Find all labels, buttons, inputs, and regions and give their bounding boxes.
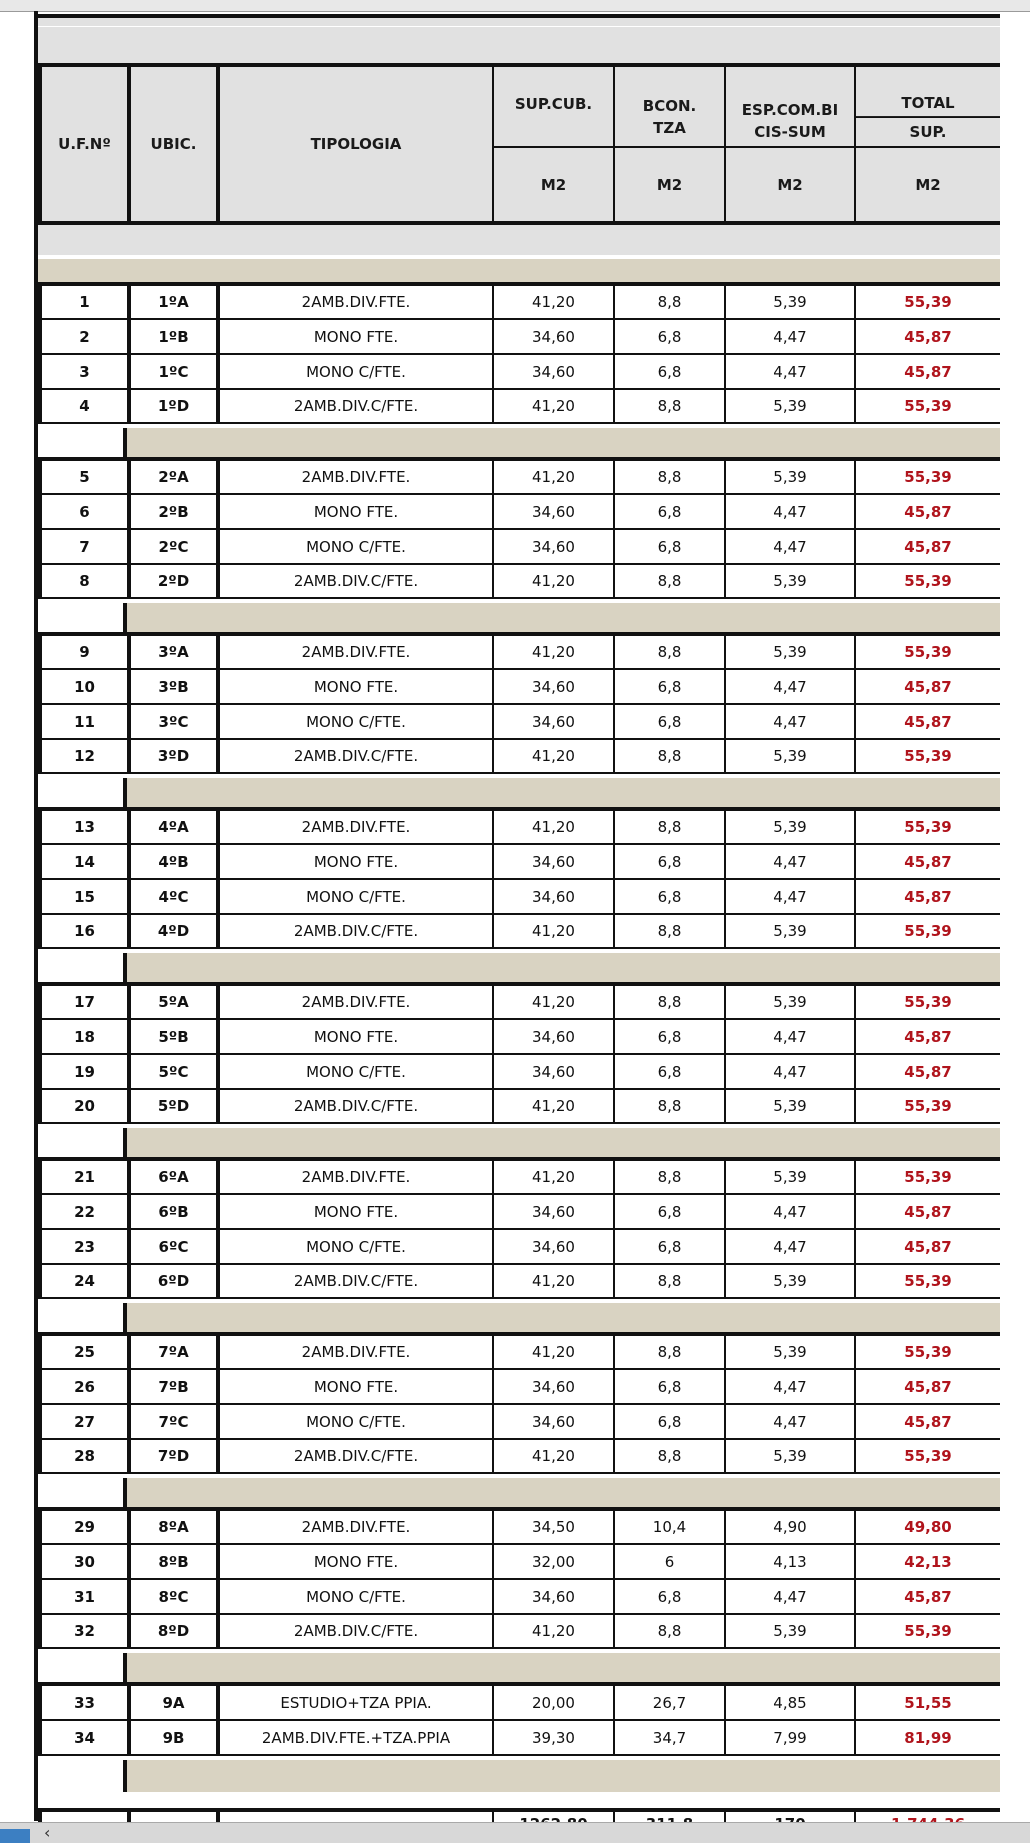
bcon-cell: 6,8 — [615, 705, 724, 738]
ubic-cell: 3ºA — [131, 636, 216, 668]
ruler-bar — [0, 0, 1030, 12]
status-bar — [0, 1822, 1030, 1843]
esp-cell: 4,85 — [726, 1686, 854, 1719]
uf-cell: 8 — [42, 565, 127, 597]
uf-cell: 4 — [42, 390, 127, 422]
tipologia-cell: MONO FTE. — [220, 1195, 492, 1228]
ubic-cell: 3ºD — [131, 740, 216, 772]
ubic-cell: 3ºB — [131, 670, 216, 703]
uf-cell: 20 — [42, 1090, 127, 1122]
esp-cell: 4,47 — [726, 1370, 854, 1403]
header-tipologia: TIPOLOGIA — [220, 67, 492, 221]
uf-cell: 29 — [42, 1511, 127, 1543]
bcon-cell: 6,8 — [615, 1195, 724, 1228]
separator-left-cell — [38, 1653, 127, 1685]
tipologia-cell: MONO FTE. — [220, 320, 492, 353]
ubic-cell: 1ºC — [131, 355, 216, 388]
ubic-cell: 7ºB — [131, 1370, 216, 1403]
uf-cell: 18 — [42, 1020, 127, 1053]
sup-cub-cell: 34,60 — [494, 845, 613, 878]
sup-cub-cell: 34,60 — [494, 355, 613, 388]
sup-cub-cell: 41,20 — [494, 565, 613, 597]
floor-block-4 — [38, 807, 1000, 949]
total-cell: 55,39 — [856, 986, 1000, 1018]
floor-block-1 — [38, 282, 1000, 424]
floor-block-7 — [38, 1332, 1000, 1474]
ubic-cell: 6ºD — [131, 1265, 216, 1297]
tipologia-cell: 2AMB.DIV.FTE. — [220, 636, 492, 668]
header-total-unit: M2 — [856, 148, 1000, 221]
total-cell: 55,39 — [856, 1615, 1000, 1647]
tipologia-cell: 2AMB.DIV.FTE. — [220, 811, 492, 843]
tipologia-cell: MONO FTE. — [220, 1545, 492, 1578]
total-cell: 55,39 — [856, 286, 1000, 318]
esp-cell: 4,47 — [726, 1580, 854, 1613]
total-cell: 55,39 — [856, 811, 1000, 843]
total-cell: 55,39 — [856, 1161, 1000, 1193]
total-cell: 45,87 — [856, 320, 1000, 353]
floor-block-3 — [38, 632, 1000, 774]
bcon-cell: 8,8 — [615, 461, 724, 493]
bcon-cell: 8,8 — [615, 1161, 724, 1193]
total-cell: 45,87 — [856, 1020, 1000, 1053]
floor-separator-band — [38, 1760, 1000, 1792]
total-cell: 55,39 — [856, 740, 1000, 772]
bcon-cell: 34,7 — [615, 1721, 724, 1754]
total-cell: 45,87 — [856, 1405, 1000, 1438]
column-header — [38, 63, 1000, 225]
ubic-cell: 4ºC — [131, 880, 216, 913]
uf-cell: 24 — [42, 1265, 127, 1297]
floor-separator-band — [38, 428, 1000, 460]
total-cell: 45,87 — [856, 495, 1000, 528]
uf-cell: 32 — [42, 1615, 127, 1647]
total-cell: 45,87 — [856, 845, 1000, 878]
floor-separator-band — [38, 1478, 1000, 1510]
total-cell: 81,99 — [856, 1721, 1000, 1754]
uf-cell: 17 — [42, 986, 127, 1018]
total-cell: 45,87 — [856, 670, 1000, 703]
total-cell: 55,39 — [856, 1090, 1000, 1122]
header-grey-band — [38, 225, 1000, 255]
esp-cell: 5,39 — [726, 1440, 854, 1472]
separator-left-cell — [38, 1303, 127, 1335]
bcon-cell: 8,8 — [615, 1265, 724, 1297]
bcon-cell: 8,8 — [615, 1440, 724, 1472]
sup-cub-cell: 41,20 — [494, 390, 613, 422]
header-esp-unit: M2 — [726, 148, 854, 221]
floor-block-2 — [38, 457, 1000, 599]
ubic-cell: 8ºB — [131, 1545, 216, 1578]
bcon-cell: 8,8 — [615, 740, 724, 772]
tipologia-cell: 2AMB.DIV.FTE. — [220, 1161, 492, 1193]
sup-cub-cell: 41,20 — [494, 1265, 613, 1297]
sup-cub-cell: 41,20 — [494, 636, 613, 668]
uf-cell: 6 — [42, 495, 127, 528]
uf-cell: 22 — [42, 1195, 127, 1228]
uf-cell: 30 — [42, 1545, 127, 1578]
uf-cell: 16 — [42, 915, 127, 947]
tipologia-cell: 2AMB.DIV.C/FTE. — [220, 565, 492, 597]
sup-cub-cell: 34,60 — [494, 1580, 613, 1613]
bcon-cell: 8,8 — [615, 1336, 724, 1368]
total-cell: 45,87 — [856, 530, 1000, 563]
uf-cell: 12 — [42, 740, 127, 772]
esp-cell: 4,47 — [726, 1195, 854, 1228]
floor-separator-band — [38, 1653, 1000, 1685]
bcon-cell: 6,8 — [615, 670, 724, 703]
total-cell: 49,80 — [856, 1511, 1000, 1543]
uf-cell: 19 — [42, 1055, 127, 1088]
bcon-cell: 8,8 — [615, 286, 724, 318]
bcon-cell: 8,8 — [615, 915, 724, 947]
separator-left-cell — [38, 778, 127, 810]
esp-cell: 5,39 — [726, 1090, 854, 1122]
bcon-cell: 6,8 — [615, 355, 724, 388]
total-cell: 55,39 — [856, 461, 1000, 493]
sup-cub-cell: 34,60 — [494, 530, 613, 563]
esp-cell: 5,39 — [726, 390, 854, 422]
uf-cell: 21 — [42, 1161, 127, 1193]
scroll-left-icon[interactable]: ‹ — [44, 1823, 51, 1842]
sup-cub-cell: 34,60 — [494, 1020, 613, 1053]
esp-cell: 4,47 — [726, 1020, 854, 1053]
ubic-cell: 7ºD — [131, 1440, 216, 1472]
bcon-cell: 8,8 — [615, 1090, 724, 1122]
bcon-cell: 8,8 — [615, 636, 724, 668]
uf-cell: 3 — [42, 355, 127, 388]
uf-cell: 10 — [42, 670, 127, 703]
total-cell: 55,39 — [856, 1336, 1000, 1368]
sup-cub-cell: 34,60 — [494, 1370, 613, 1403]
ubic-cell: 2ºC — [131, 530, 216, 563]
header-bcon-1: BCON. — [615, 67, 724, 119]
tipologia-cell: MONO C/FTE. — [220, 1230, 492, 1263]
ubic-cell: 2ºB — [131, 495, 216, 528]
esp-cell: 4,47 — [726, 530, 854, 563]
tipologia-cell: MONO FTE. — [220, 1370, 492, 1403]
tipologia-cell: 2AMB.DIV.C/FTE. — [220, 1090, 492, 1122]
tipologia-cell: 2AMB.DIV.C/FTE. — [220, 1440, 492, 1472]
esp-cell: 4,47 — [726, 880, 854, 913]
tipologia-cell: MONO FTE. — [220, 495, 492, 528]
bcon-cell: 6,8 — [615, 1230, 724, 1263]
esp-cell: 5,39 — [726, 1336, 854, 1368]
tipologia-cell: MONO C/FTE. — [220, 705, 492, 738]
total-cell: 51,55 — [856, 1686, 1000, 1719]
esp-cell: 5,39 — [726, 986, 854, 1018]
uf-cell: 11 — [42, 705, 127, 738]
sup-cub-cell: 41,20 — [494, 1336, 613, 1368]
floor-block-5 — [38, 982, 1000, 1124]
ubic-cell: 2ºA — [131, 461, 216, 493]
sup-cub-cell: 34,60 — [494, 495, 613, 528]
total-cell: 45,87 — [856, 1230, 1000, 1263]
status-indicator — [0, 1829, 30, 1843]
uf-cell: 34 — [42, 1721, 127, 1754]
sup-cub-cell: 41,20 — [494, 1161, 613, 1193]
esp-cell: 5,39 — [726, 461, 854, 493]
header-bcon-unit: M2 — [615, 148, 724, 221]
floor-separator-band — [38, 1303, 1000, 1335]
header-uf: U.F.Nº — [42, 67, 127, 221]
tipologia-cell: 2AMB.DIV.C/FTE. — [220, 915, 492, 947]
floor-separator-band — [38, 778, 1000, 810]
separator-left-cell — [38, 953, 127, 985]
separator-left-cell — [38, 1478, 127, 1510]
esp-cell: 4,90 — [726, 1511, 854, 1543]
total-cell: 55,39 — [856, 915, 1000, 947]
header-total-2: SUP. — [856, 118, 1000, 146]
sup-cub-cell: 34,60 — [494, 1230, 613, 1263]
tipologia-cell: 2AMB.DIV.C/FTE. — [220, 1265, 492, 1297]
uf-cell: 13 — [42, 811, 127, 843]
bcon-cell: 6,8 — [615, 495, 724, 528]
tipologia-cell: MONO C/FTE. — [220, 1405, 492, 1438]
esp-cell: 5,39 — [726, 286, 854, 318]
tipologia-cell: 2AMB.DIV.FTE. — [220, 286, 492, 318]
ubic-cell: 8ºC — [131, 1580, 216, 1613]
esp-cell: 4,47 — [726, 320, 854, 353]
total-cell: 45,87 — [856, 1580, 1000, 1613]
sup-cub-cell: 20,00 — [494, 1686, 613, 1719]
tipologia-cell: MONO C/FTE. — [220, 1580, 492, 1613]
esp-cell: 5,39 — [726, 565, 854, 597]
tipologia-cell: 2AMB.DIV.FTE. — [220, 461, 492, 493]
ubic-cell: 5ºC — [131, 1055, 216, 1088]
total-cell: 55,39 — [856, 1440, 1000, 1472]
header-ubic: UBIC. — [131, 67, 216, 221]
sup-cub-cell: 34,60 — [494, 1055, 613, 1088]
esp-cell: 4,13 — [726, 1545, 854, 1578]
sup-cub-cell: 41,20 — [494, 740, 613, 772]
sup-cub-cell: 34,60 — [494, 1405, 613, 1438]
uf-cell: 33 — [42, 1686, 127, 1719]
sup-cub-cell: 41,20 — [494, 1090, 613, 1122]
sup-cub-cell: 41,20 — [494, 1615, 613, 1647]
tipologia-cell: MONO C/FTE. — [220, 530, 492, 563]
header-bcon-2: TZA — [615, 119, 724, 146]
tipologia-cell: ESTUDIO+TZA PPIA. — [220, 1686, 492, 1719]
esp-cell: 4,47 — [726, 495, 854, 528]
tipologia-cell: MONO FTE. — [220, 670, 492, 703]
total-cell: 55,39 — [856, 636, 1000, 668]
ubic-cell: 4ºA — [131, 811, 216, 843]
ubic-cell: 7ºA — [131, 1336, 216, 1368]
floor-block-9 — [38, 1682, 1000, 1756]
esp-cell: 4,47 — [726, 670, 854, 703]
esp-cell: 5,39 — [726, 1265, 854, 1297]
ubic-cell: 6ºC — [131, 1230, 216, 1263]
esp-cell: 5,39 — [726, 636, 854, 668]
total-cell: 55,39 — [856, 1265, 1000, 1297]
tipologia-cell: 2AMB.DIV.C/FTE. — [220, 740, 492, 772]
top-grey-band — [38, 14, 1000, 67]
bcon-cell: 26,7 — [615, 1686, 724, 1719]
uf-cell: 23 — [42, 1230, 127, 1263]
total-cell: 45,87 — [856, 1055, 1000, 1088]
sup-cub-cell: 34,60 — [494, 880, 613, 913]
uf-cell: 28 — [42, 1440, 127, 1472]
uf-cell: 15 — [42, 880, 127, 913]
header-esp-2: CIS-SUM — [726, 123, 854, 146]
ubic-cell: 8ºA — [131, 1511, 216, 1543]
tipologia-cell: MONO FTE. — [220, 845, 492, 878]
bcon-cell: 8,8 — [615, 1615, 724, 1647]
esp-cell: 4,47 — [726, 845, 854, 878]
bcon-cell: 8,8 — [615, 986, 724, 1018]
tipologia-cell: 2AMB.DIV.FTE. — [220, 1511, 492, 1543]
tipologia-cell: MONO C/FTE. — [220, 1055, 492, 1088]
ubic-cell: 5ºD — [131, 1090, 216, 1122]
ubic-cell: 7ºC — [131, 1405, 216, 1438]
esp-cell: 5,39 — [726, 1161, 854, 1193]
uf-cell: 26 — [42, 1370, 127, 1403]
ubic-cell: 4ºB — [131, 845, 216, 878]
uf-cell: 25 — [42, 1336, 127, 1368]
floor-block-8 — [38, 1507, 1000, 1649]
uf-cell: 14 — [42, 845, 127, 878]
uf-cell: 5 — [42, 461, 127, 493]
sup-cub-cell: 41,20 — [494, 1440, 613, 1472]
bcon-cell: 6,8 — [615, 530, 724, 563]
ubic-cell: 1ºB — [131, 320, 216, 353]
esp-cell: 5,39 — [726, 1615, 854, 1647]
total-cell: 45,87 — [856, 705, 1000, 738]
esp-cell: 4,47 — [726, 355, 854, 388]
bcon-cell: 6,8 — [615, 320, 724, 353]
header-sup-cub: SUP.CUB. — [494, 67, 613, 146]
separator-left-cell — [38, 428, 127, 460]
ubic-cell: 9B — [131, 1721, 216, 1754]
ubic-cell: 2ºD — [131, 565, 216, 597]
total-cell: 55,39 — [856, 565, 1000, 597]
bcon-cell: 6,8 — [615, 1580, 724, 1613]
floor-separator-band — [38, 953, 1000, 985]
uf-cell: 1 — [42, 286, 127, 318]
total-cell: 45,87 — [856, 1195, 1000, 1228]
bcon-cell: 6 — [615, 1545, 724, 1578]
header-sup-cub-unit: M2 — [494, 148, 613, 221]
top-white-gap — [38, 26, 1000, 27]
esp-cell: 4,47 — [726, 1405, 854, 1438]
tipologia-cell: 2AMB.DIV.FTE. — [220, 1336, 492, 1368]
bcon-cell: 6,8 — [615, 1055, 724, 1088]
uf-cell: 31 — [42, 1580, 127, 1613]
esp-cell: 5,39 — [726, 811, 854, 843]
tipologia-cell: MONO C/FTE. — [220, 355, 492, 388]
sup-cub-cell: 34,60 — [494, 1195, 613, 1228]
total-cell: 42,13 — [856, 1545, 1000, 1578]
bcon-cell: 10,4 — [615, 1511, 724, 1543]
tipologia-cell: 2AMB.DIV.C/FTE. — [220, 390, 492, 422]
sup-cub-cell: 34,60 — [494, 320, 613, 353]
tipologia-cell: 2AMB.DIV.FTE. — [220, 986, 492, 1018]
separator-left-cell — [38, 1128, 127, 1160]
bcon-cell: 6,8 — [615, 1405, 724, 1438]
bcon-cell: 8,8 — [615, 565, 724, 597]
sup-cub-cell: 41,20 — [494, 461, 613, 493]
separator-left-cell — [38, 1760, 127, 1792]
header-esp-1: ESP.COM.BI — [726, 67, 854, 123]
ubic-cell: 1ºA — [131, 286, 216, 318]
total-cell: 55,39 — [856, 390, 1000, 422]
sup-cub-cell: 41,20 — [494, 811, 613, 843]
bcon-cell: 6,8 — [615, 880, 724, 913]
uf-cell: 2 — [42, 320, 127, 353]
bcon-cell: 8,8 — [615, 811, 724, 843]
esp-cell: 4,47 — [726, 1055, 854, 1088]
ubic-cell: 5ºB — [131, 1020, 216, 1053]
ubic-cell: 6ºB — [131, 1195, 216, 1228]
sup-cub-cell: 34,60 — [494, 705, 613, 738]
header-total-1: TOTAL — [856, 67, 1000, 117]
floor-block-6 — [38, 1157, 1000, 1299]
uf-cell: 7 — [42, 530, 127, 563]
tipologia-cell: MONO C/FTE. — [220, 880, 492, 913]
esp-cell: 4,47 — [726, 1230, 854, 1263]
bcon-cell: 6,8 — [615, 1020, 724, 1053]
sup-cub-cell: 41,20 — [494, 915, 613, 947]
tipologia-cell: 2AMB.DIV.C/FTE. — [220, 1615, 492, 1647]
ubic-cell: 5ºA — [131, 986, 216, 1018]
ubic-cell: 3ºC — [131, 705, 216, 738]
uf-cell: 9 — [42, 636, 127, 668]
sup-cub-cell: 41,20 — [494, 286, 613, 318]
bcon-cell: 6,8 — [615, 1370, 724, 1403]
tipologia-cell: MONO FTE. — [220, 1020, 492, 1053]
ubic-cell: 4ºD — [131, 915, 216, 947]
ubic-cell: 1ºD — [131, 390, 216, 422]
ubic-cell: 6ºA — [131, 1161, 216, 1193]
sup-cub-cell: 41,20 — [494, 986, 613, 1018]
total-cell: 45,87 — [856, 355, 1000, 388]
tipologia-cell: 2AMB.DIV.FTE.+TZA.PPIA — [220, 1721, 492, 1754]
ubic-cell: 8ºD — [131, 1615, 216, 1647]
sup-cub-cell: 34,60 — [494, 670, 613, 703]
total-cell: 45,87 — [856, 880, 1000, 913]
sup-cub-cell: 39,30 — [494, 1721, 613, 1754]
esp-cell: 7,99 — [726, 1721, 854, 1754]
floor-separator-band — [38, 1128, 1000, 1160]
esp-cell: 4,47 — [726, 705, 854, 738]
ubic-cell: 9A — [131, 1686, 216, 1719]
separator-left-cell — [38, 603, 127, 635]
sup-cub-cell: 32,00 — [494, 1545, 613, 1578]
bcon-cell: 6,8 — [615, 845, 724, 878]
esp-cell: 5,39 — [726, 915, 854, 947]
bcon-cell: 8,8 — [615, 390, 724, 422]
total-cell: 45,87 — [856, 1370, 1000, 1403]
esp-cell: 5,39 — [726, 740, 854, 772]
sup-cub-cell: 34,50 — [494, 1511, 613, 1543]
uf-cell: 27 — [42, 1405, 127, 1438]
floor-separator-band — [38, 603, 1000, 635]
